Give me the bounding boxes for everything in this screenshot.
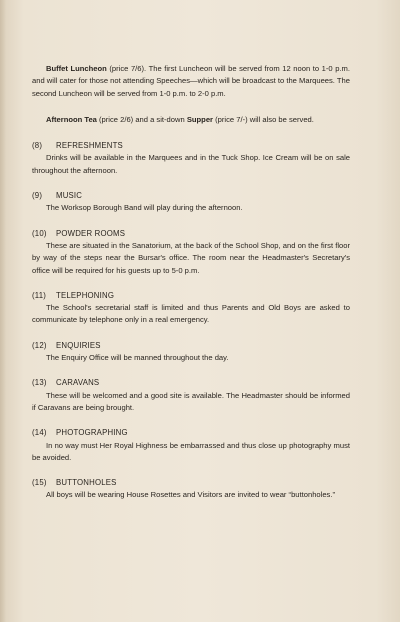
section-15 [32, 477, 350, 502]
section-heading [32, 228, 350, 240]
section-heading [32, 290, 350, 302]
section-text: These are situated in the Sanatorium, at the back of the School Shop, and on the first floor by way of the steps near the Bursar's office. The room near the Headmaster's Secretary's office will be required for his guests up to 5-0 p.m. [32, 240, 350, 275]
section-title: TELEPHONING [56, 290, 115, 300]
section-title: BUTTONHOLES [56, 478, 117, 488]
section-10 [32, 228, 350, 277]
tea-paragraph [32, 114, 350, 126]
section-9 [32, 190, 350, 215]
luncheon-title: Buffet Luncheon [46, 64, 107, 73]
section-number: (11) [32, 290, 47, 300]
section-heading [32, 377, 350, 389]
luncheon-text: The first Luncheon will be served from 12 noon to 1-0 p.m. and will cater for those not attending Speeches—which will be broadcast to the Marquees. The second Luncheon will be served from 1-0 p.m. to 2-0 p.m. [32, 64, 350, 98]
section-text: In no way must Her Royal Highness be embarrassed and thus close up photography must be avoided. [32, 440, 350, 462]
section-12 [32, 340, 350, 365]
page-fold-shadow [0, 0, 6, 622]
page-content [32, 63, 350, 502]
section-number: (13) [32, 378, 47, 388]
section-title: MUSIC [56, 191, 83, 201]
section-11 [32, 290, 350, 327]
section-number: (15) [32, 478, 47, 488]
section-heading [32, 190, 350, 202]
section-number: (12) [32, 340, 47, 350]
tea-tail: (price 7/-) will also be served. [215, 114, 314, 124]
section-13 [32, 377, 350, 414]
section-heading [32, 340, 350, 352]
section-heading [32, 427, 350, 439]
luncheon-paragraph [32, 63, 350, 100]
tea-title: Afternoon Tea [46, 114, 97, 124]
section-14 [32, 427, 350, 464]
section-number: (9) [32, 191, 43, 201]
section-title: CARAVANS [56, 378, 100, 388]
tea-mid: (price 2/6) and a sit-down [99, 114, 185, 124]
section-text: These will be welcomed and a good site is available. The Headmaster should be informed if Caravans are being brought. [32, 390, 350, 412]
section-title: ENQUIRIES [56, 340, 101, 350]
luncheon-block [32, 63, 350, 100]
section-number: (8) [32, 141, 43, 151]
section-text: All boys will be wearing House Rosettes and Visitors are invited to wear “buttonholes.” [46, 490, 335, 500]
section-title: PHOTOGRAPHING [56, 428, 128, 438]
tea-block [32, 114, 350, 126]
section-text: The Worksop Borough Band will play during the afternoon. [46, 203, 243, 213]
section-text: The Enquiry Office will be manned throughout the day. [46, 353, 229, 363]
section-text: Drinks will be available in the Marquees and in the Tuck Shop. Ice Cream will be on sale throughout the afternoon. [32, 153, 350, 175]
luncheon-price: (price 7/6). [109, 64, 147, 73]
section-text: The School's secretarial staff is limited and thus Parents and Old Boys are asked to communicate by telephone only in a real emergency. [32, 303, 350, 325]
section-title: POWDER ROOMS [56, 228, 126, 238]
section-heading [32, 477, 350, 489]
supper-label: Supper [186, 114, 214, 124]
section-heading [32, 140, 350, 152]
section-number: (10) [32, 228, 47, 238]
section-title: REFRESHMENTS [56, 141, 123, 151]
section-number: (14) [32, 428, 47, 438]
section-8 [32, 140, 350, 177]
